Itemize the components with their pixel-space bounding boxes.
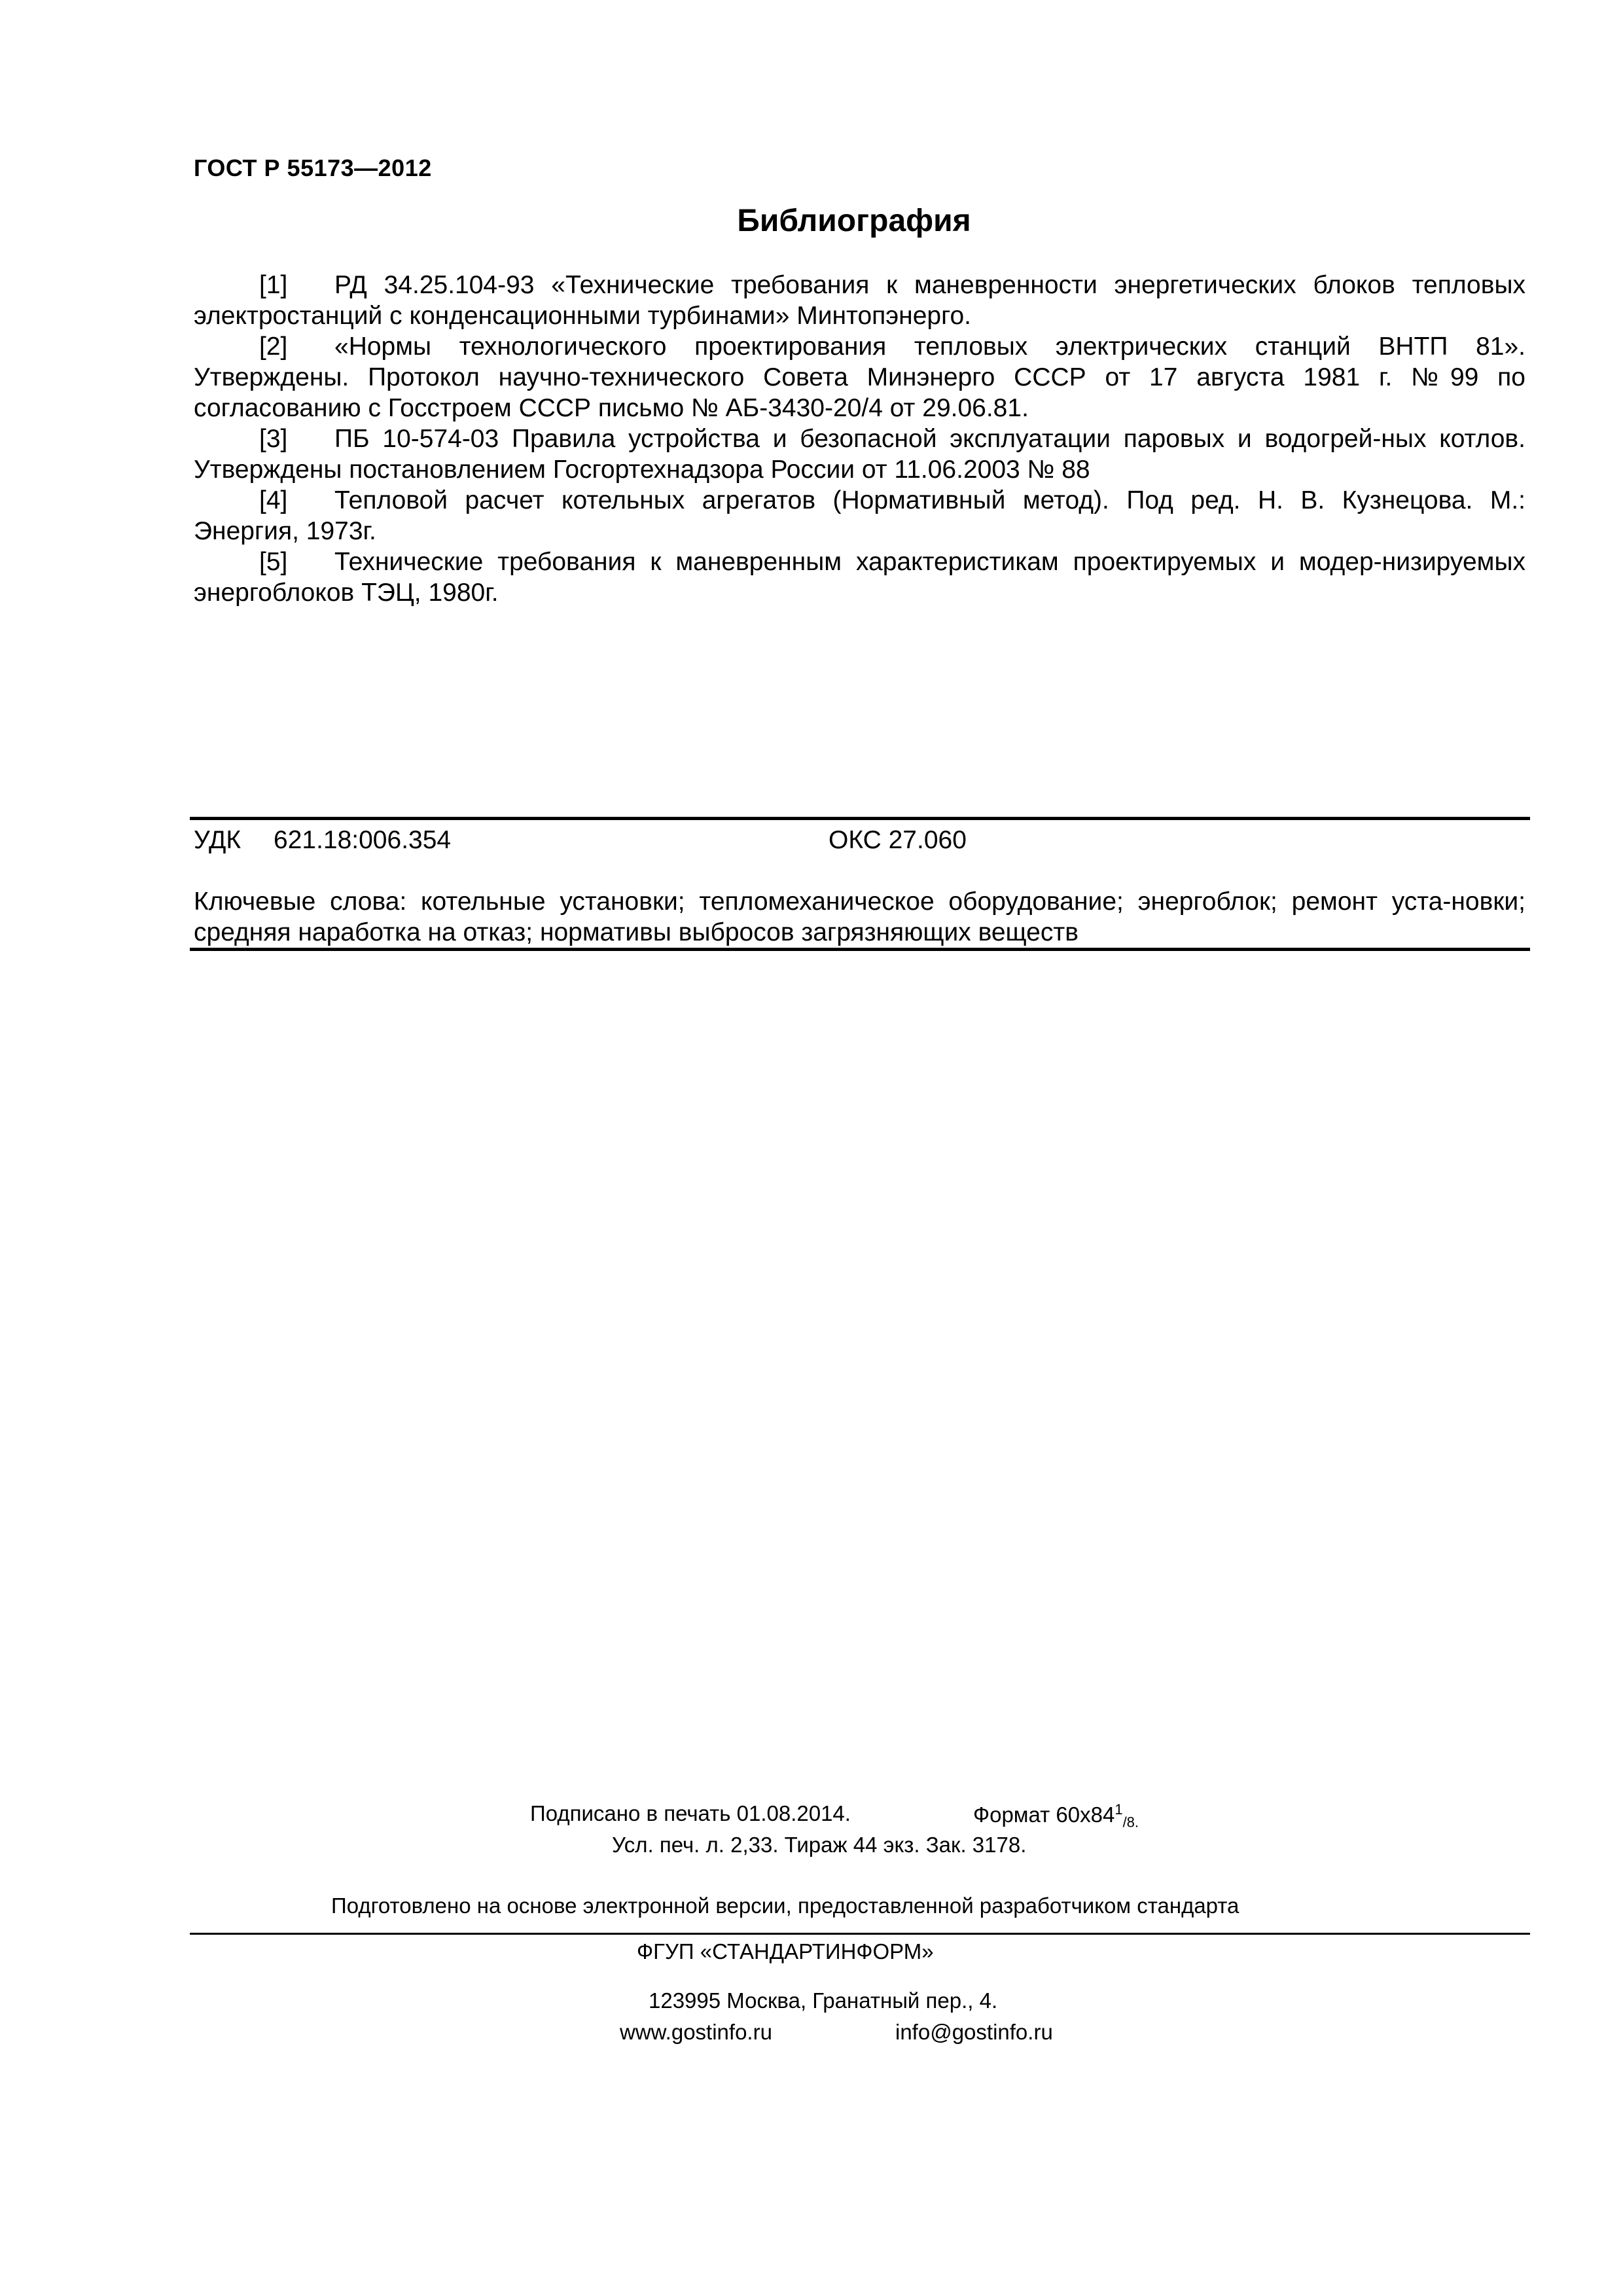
publisher-name: ФГУП «СТАНДАРТИНФОРМ»: [637, 1939, 934, 1964]
reference-text: «Нормы технологического проектирования тепловых электрических станций ВНТП 81». Утверждены. Протокол научно-технического Совета Минэнерго СССР от 17 августа 1981 г. №99 по согласованию с Госстроем СССР письмо № АБ-3430-20/4 от 29.06.81.: [194, 332, 1525, 422]
format-sup: 1: [1115, 1801, 1123, 1818]
reference-number: [3]: [259, 425, 288, 453]
reference-number: [2]: [259, 332, 288, 361]
paper-format: [973, 1801, 1139, 1831]
reference-item: [194, 270, 1525, 331]
format-sub: /8.: [1122, 1814, 1139, 1831]
oks-code: ОКС 27.060: [829, 826, 967, 854]
reference-number: [4]: [259, 486, 288, 514]
reference-item: [194, 485, 1525, 547]
udk-value: 621.18:006.354: [274, 826, 452, 854]
publisher-email[interactable]: info@gostinfo.ru: [895, 2020, 1053, 2044]
reference-item: [194, 423, 1525, 485]
format-prefix: Формат 60x84: [973, 1803, 1115, 1827]
bottom-divider: [190, 948, 1530, 951]
signed-date: Подписано в печать 01.08.2014.: [530, 1801, 851, 1825]
reference-list: [194, 270, 1525, 608]
reference-number: [5]: [259, 548, 288, 576]
keywords: Ключевые слова: котельные установки; тепломеханическое оборудование; энергоблок; ремонт уста-новки; средняя наработка на отказ; нормативы выбросов загрязняющих веществ: [194, 888, 1525, 946]
reference-item: [194, 331, 1525, 423]
print-info: Усл. печ. л. 2,33. Тираж 44 экз. Зак. 3178.: [612, 1833, 1027, 1857]
reference-text: Тепловой расчет котельных агрегатов (Нормативный метод). Под ред. Н. В. Кузнецова. М.: Энергия, 1973г.: [194, 486, 1525, 545]
top-divider: [190, 817, 1530, 820]
publisher-website[interactable]: www.gostinfo.ru: [620, 2020, 772, 2044]
reference-text: РД 34.25.104-93 «Технические требования к маневренности энергетических блоков тепловых электростанций с конденсационными турбинами» Минтопэнерго.: [194, 271, 1525, 330]
reference-text: Технические требования к маневренным характеристикам проектируемых и модер-низируемых энергоблоков ТЭЦ, 1980г.: [194, 548, 1525, 607]
reference-text: ПБ 10-574-03 Правила устройства и безопасной эксплуатации паровых и водогрей-ных котлов. Утверждены постановлением Госгортехнадзора России от 11.06.2003 № 88: [194, 425, 1525, 484]
publisher-address: 123995 Москва, Гранатный пер., 4.: [649, 1988, 998, 2013]
reference-item: [194, 547, 1525, 608]
imprint-divider: [190, 1933, 1530, 1935]
bibliography-title: Библиография: [737, 204, 971, 238]
udk-label: УДК: [194, 826, 241, 854]
reference-number: [1]: [259, 271, 288, 299]
prepared-note: Подготовлено на основе электронной версии, предоставленной разработчиком стандарта: [331, 1893, 1240, 1918]
standard-code: ГОСТ Р 55173—2012: [194, 154, 432, 181]
